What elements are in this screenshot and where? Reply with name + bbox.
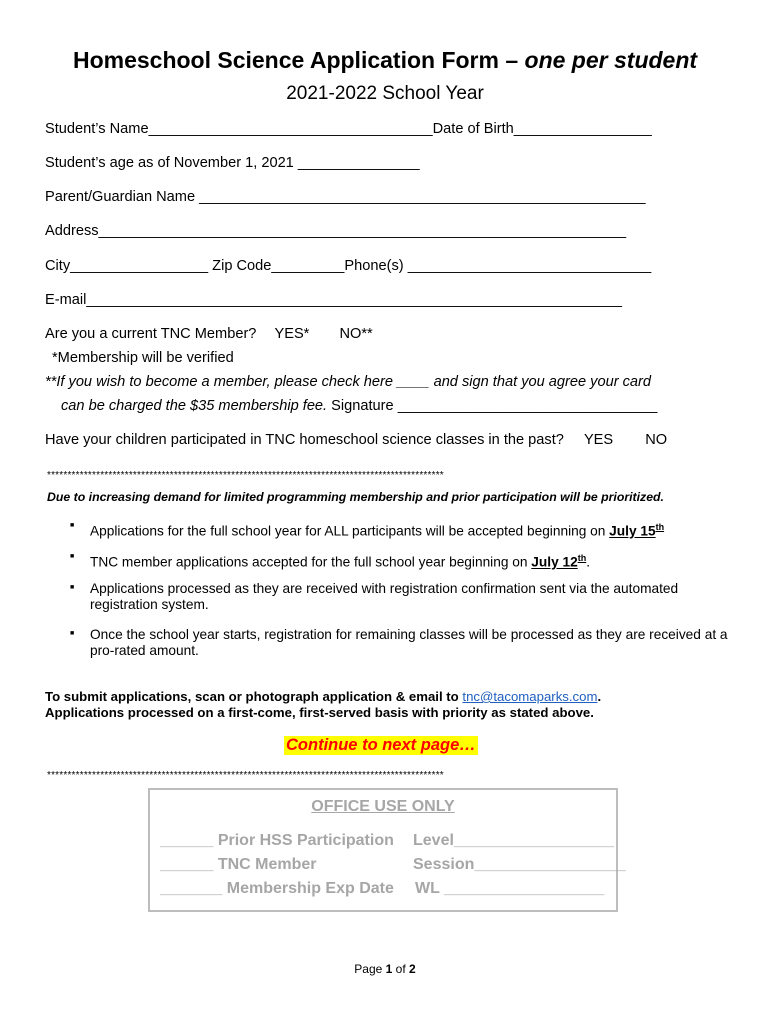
verify-note: *Membership will be verified bbox=[52, 350, 234, 366]
member-yes-option[interactable]: YES* bbox=[274, 326, 310, 342]
bullet-item-4: Once the school year starts, registration for remaining classes will be processed as they are received at a pro-rated amount. bbox=[90, 627, 728, 658]
become-member-line[interactable]: **If you wish to become a member, please check here ____ and sign that you agree your card bbox=[45, 374, 651, 390]
tnc-member-field: ______ TNC Member bbox=[160, 856, 317, 873]
school-year: 2021-2022 School Year bbox=[286, 83, 484, 104]
bullet-item-1: Applications for the full school year for ALL participants will be accepted beginning on July 15th bbox=[90, 522, 665, 539]
prior-participation-field: ______ Prior HSS Participation bbox=[160, 832, 394, 849]
city-zip-phone-field[interactable]: City_________________ Zip Code_________Phone(s) ______________________________ bbox=[45, 258, 652, 274]
office-use-box bbox=[148, 788, 626, 912]
submit-instructions: To submit applications, scan or photograph application & email to tnc@tacomaparks.com. Applications processed on a first-come, first-served basis with priority as stated above. bbox=[45, 689, 602, 720]
bullet-icon: ■ bbox=[70, 584, 75, 591]
member-question-label: Are you a current TNC Member? bbox=[45, 326, 257, 342]
bullet-icon: ■ bbox=[70, 522, 75, 529]
past-no-option[interactable]: NO bbox=[645, 432, 668, 448]
separator-line: ************************************************************************************************* bbox=[47, 470, 444, 481]
bullet-item-2: TNC member applications accepted for the full school year beginning on July 12th. bbox=[90, 553, 591, 570]
bullet-item-3: Applications processed as they are received with registration confirmation sent via the automated registration system. bbox=[90, 581, 679, 612]
bullet-icon: ■ bbox=[70, 553, 75, 560]
level-field: Level__________________ bbox=[413, 832, 615, 849]
session-field: Session_________________ bbox=[413, 856, 626, 873]
email-field[interactable]: E-mail__________________________________________________________________ bbox=[45, 292, 623, 308]
student-name-field[interactable]: Student’s Name___________________________________Date of Birth_________________ bbox=[45, 121, 652, 137]
page-title: Homeschool Science Application Form – one per student bbox=[72, 47, 698, 73]
member-no-option[interactable]: NO** bbox=[339, 326, 373, 342]
student-age-field[interactable]: Student’s age as of November 1, 2021 _______________ bbox=[45, 155, 420, 171]
wl-field: WL __________________ bbox=[415, 880, 605, 897]
membership-fee-line[interactable] bbox=[61, 398, 657, 414]
address-field[interactable]: Address_________________________________________________________________ bbox=[45, 223, 627, 239]
past-yes-option[interactable]: YES bbox=[583, 432, 614, 448]
email-link[interactable]: tnc@tacomaparks.com bbox=[462, 689, 598, 704]
past-question-label: Have your children participated in TNC homeschool science classes in the past? bbox=[45, 432, 564, 448]
fee-text: can be charged the $35 membership fee. bbox=[61, 398, 328, 414]
separator-line: ************************************************************************************************* bbox=[47, 770, 444, 781]
bullet-icon: ■ bbox=[70, 630, 75, 637]
member-question bbox=[45, 326, 373, 342]
priority-notice: Due to increasing demand for limited programming membership and prior participation will be prioritized. bbox=[47, 490, 664, 504]
page-number: Page 1 of 2 bbox=[354, 962, 416, 976]
past-participation-question bbox=[45, 432, 667, 448]
continue-label: Continue to next page… bbox=[286, 736, 476, 754]
signature-field[interactable]: Signature ________________________________ bbox=[327, 398, 658, 414]
membership-exp-field: _______ Membership Exp Date bbox=[160, 880, 394, 897]
office-use-title: OFFICE USE ONLY bbox=[311, 798, 455, 815]
parent-name-field[interactable]: Parent/Guardian Name _______________________________________________________ bbox=[45, 189, 646, 205]
